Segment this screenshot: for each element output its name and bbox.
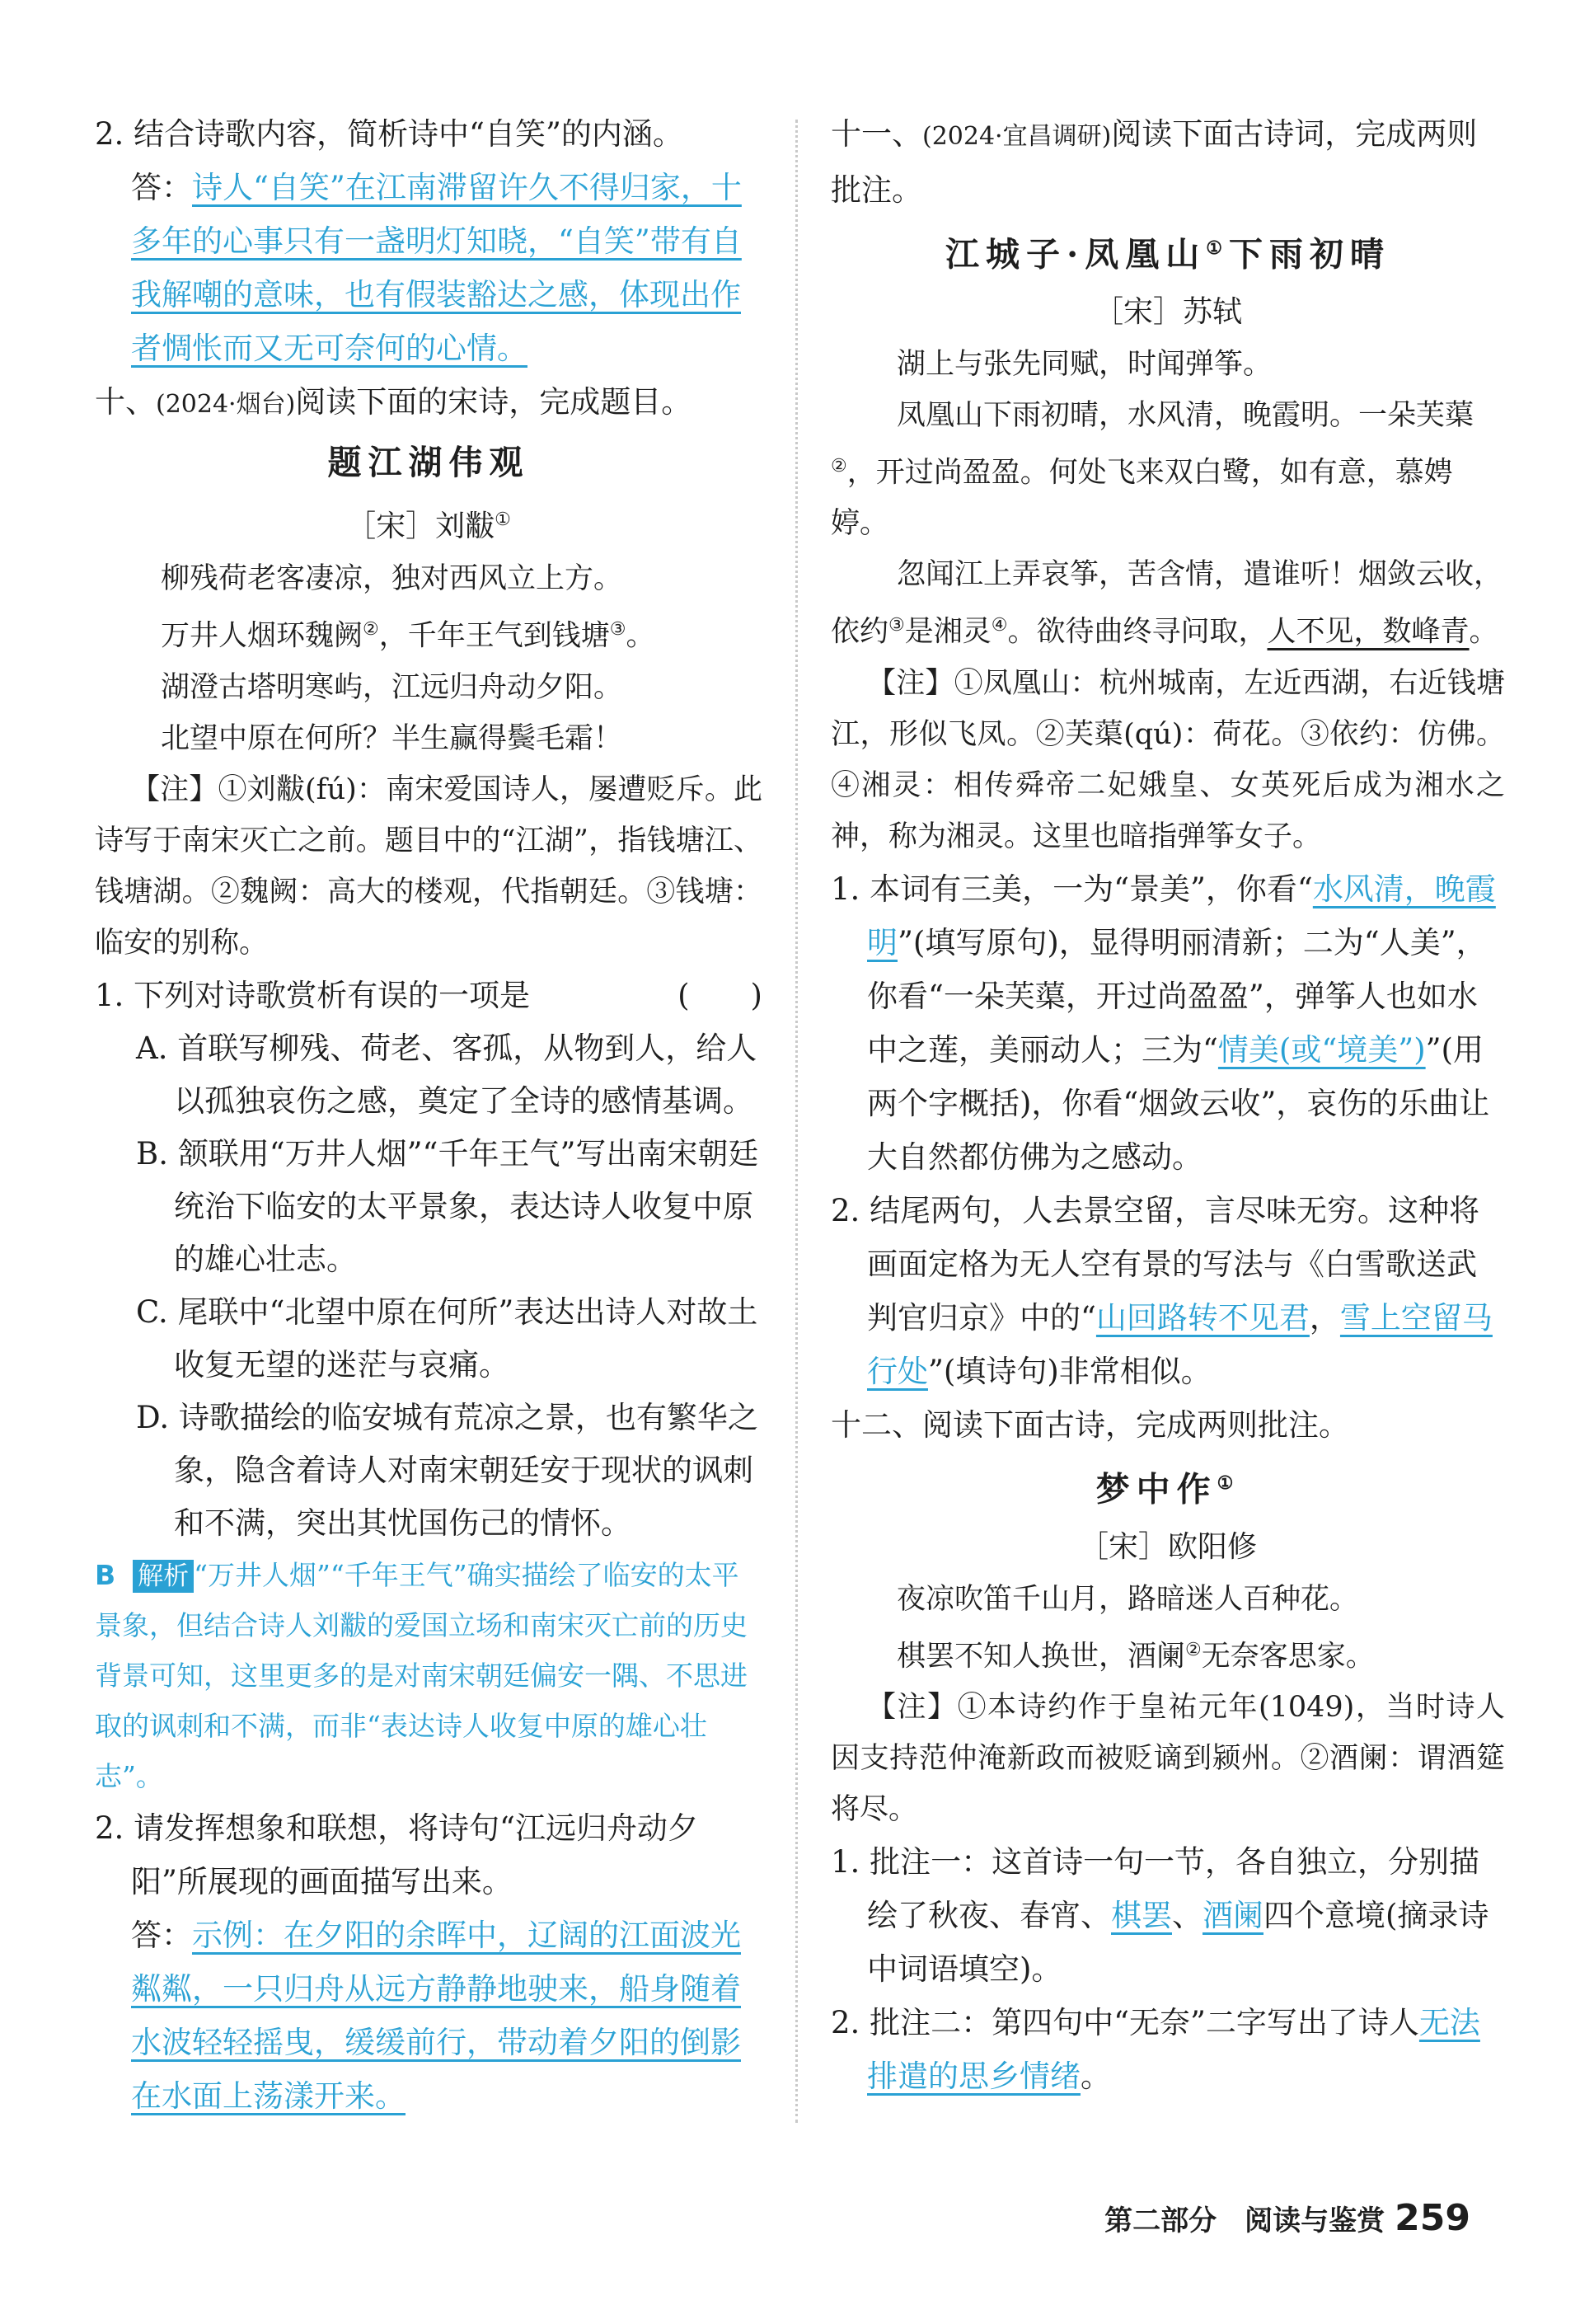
left-column: [95, 107, 762, 2123]
question-2-prev: 2. 结合诗歌内容，简析诗中“自笑”的内涵。: [95, 116, 683, 152]
poem-paragraph-2: [831, 549, 1505, 658]
poem-line-1: 柳残荷老客凄凉，独对西风立上方。: [161, 562, 623, 595]
footnote-mark: ②: [831, 455, 847, 477]
question-text: ”(填诗句)非常相似。: [928, 1353, 1212, 1389]
footnote-mark: ②: [1185, 1639, 1202, 1660]
title-text: 梦中作: [1095, 1469, 1217, 1509]
question-text: 、: [1172, 1898, 1203, 1934]
poem-line-3: 湖澄古塔明寒屿，江远归舟动夕阳。: [161, 670, 623, 704]
answer-label: 答：: [131, 170, 192, 205]
poem-line-2: [95, 604, 762, 662]
answer-blank-1: 水风清，晚霞明: [867, 871, 1496, 960]
section-instruction: 阅读下面古诗词，完成两则批注。: [831, 116, 1478, 208]
question-2: 2. 请发挥想象和联想，将诗句“江远归舟动夕阳”所展现的画面描写出来。: [95, 1810, 698, 1899]
poem2-notes: 【注】①本诗约作于皇祐元年(1049)，当时诗人因支持范仲淹新政而被贬谪到颍州。②酒阑：谓酒筵将尽。: [831, 1691, 1505, 1827]
page-number: 259: [1395, 2197, 1470, 2239]
footnote-mark: ①: [1217, 1472, 1240, 1494]
poem-preface: 湖上与张先同赋，时闻弹筝。: [897, 347, 1273, 381]
poem-author: ［宋］苏轼: [1093, 294, 1242, 329]
question-text: 。: [1081, 2059, 1111, 2095]
answer-blank-2: 情美(或“境美”): [1217, 1031, 1426, 1068]
right-column: [831, 107, 1505, 2103]
option-b: B. 颔联用“万井人烟”“千年王气”写出南宋朝廷统治下临安的太平景象，表达诗人收复中原的雄心壮志。: [136, 1135, 759, 1277]
section-10-heading: [95, 375, 762, 431]
answer-bracket: ( ): [677, 977, 762, 1013]
question-2: [831, 1184, 1505, 1398]
option-a: A. 首联写柳残、荷老、客孤，从物到人，给人以孤独哀伤之感，奠定了全诗的感情基调。: [136, 1030, 757, 1119]
question-text: 1. 批注一：这首诗一句一节，各自独立，分别描绘了秋夜、春宵、: [831, 1844, 1480, 1934]
footer-section-label: 第二部分 阅读与鉴赏: [1104, 2204, 1385, 2237]
answer-2: [95, 1908, 762, 2123]
poem-title: 题江湖伟观: [327, 443, 530, 482]
section-12-heading: 十二、阅读下面古诗，完成两则批注。: [831, 1406, 1349, 1443]
poem-text: 。欲待曲终寻问取，: [1007, 615, 1268, 649]
poem-text: ，开过尚盈盈。何处飞来双白鹭，如有意，慕娉婷。: [831, 456, 1453, 541]
question-text: 2. 结尾两句，人去景空留，言尽味无穷。这种将画面定格为无人空有景的写法与《白雪歌送武判官归京》中的“: [831, 1192, 1480, 1336]
section-number: 十一、: [831, 116, 922, 152]
footnote-mark: ①: [495, 509, 511, 530]
question-text: 1. 本词有三美，一为“景美”，你看“: [831, 871, 1313, 907]
poem2-line-2: [831, 1625, 1505, 1683]
poem2-line-1: 夜凉吹笛千山月，路暗迷人百种花。: [897, 1582, 1359, 1616]
poem-text: 凤凰山下雨初晴，水风清，晚霞明。一朵芙蕖: [897, 398, 1474, 432]
explanation-text: “万井人烟”“千年王气”确实描绘了临安的太平景象，但结合诗人刘黻的爱国立场和南宋灭亡前的历史背景可知，这里更多的是对南宋朝廷偏安一隅、不思进取的讽刺和不满，而非“表达诗人收复中原的雄心壮志”。: [95, 1558, 748, 1792]
poem-text: ，千年王气到钱塘: [378, 619, 610, 653]
poem-notes: 【注】①凤凰山：杭州城南，左近西湖，右近钱塘江，形似飞凤。②芙蕖(qú)：荷花。③依约：仿佛。④湘灵：相传舜帝二妃娥皇、女英死后成为湘水之神，称为湘灵。这里也暗指弹筝女子。: [831, 666, 1505, 853]
answer-blank-1: 棋罢: [1111, 1898, 1172, 1934]
poem-text: 忽闻江上弄哀筝，苦含情，遣谁听！烟敛云收，依约: [831, 558, 1503, 649]
poem2-author: ［宋］欧阳修: [1078, 1529, 1257, 1564]
question-text: 四个意境(摘录诗中词语填空)。: [867, 1898, 1489, 1988]
footnote-mark: ④: [991, 615, 1008, 636]
underlined-text: 人不见，数峰青: [1267, 615, 1470, 649]
answer-key: B: [95, 1558, 116, 1591]
page-footer: [1104, 2197, 1470, 2239]
explanation-tag: 解析: [133, 1560, 194, 1593]
answer-2-prev: [95, 161, 762, 375]
poem-notes: 【注】①刘黻(fú)：南宋爱国诗人，屡遭贬斥。此诗写于南宋灭亡之前。题目中的“江湖”，指钱塘江、钱塘湖。②魏阙：高大的楼观，代指朝廷。③钱塘：临安的别称。: [95, 772, 762, 960]
answer-blank-1: 山回路转不见君: [1095, 1299, 1310, 1336]
answer-label: 答：: [131, 1917, 192, 1953]
poem-text: 。: [1469, 615, 1498, 649]
title-text: 下雨初晴: [1229, 234, 1390, 275]
poem-text: 棋罢不知人换世，酒阑: [897, 1640, 1186, 1674]
poem-line-4: 北望中原在何所？半生赢得鬓毛霜！: [161, 721, 623, 755]
answer-blank-2: 酒阑: [1203, 1898, 1263, 1934]
question-1: [95, 969, 762, 1022]
footnote-mark: ①: [1206, 237, 1229, 259]
footnote-mark: ③: [888, 615, 905, 636]
question-text: ”(用两个字概括)，你看“烟敛云收”，哀伤的乐曲让大自然都仿佛为之感动。: [867, 1031, 1490, 1175]
column-divider: [795, 120, 798, 2123]
question-text: 1. 下列对诗歌赏析有误的一项是: [95, 977, 531, 1013]
footnote-mark: ③: [609, 619, 626, 640]
annotation-2: [831, 1996, 1505, 2103]
option-d: D. 诗歌描绘的临安城有荒凉之景，也有繁华之象，隐含着诗人对南宋朝廷安于现状的讽刺和不满，突出其忧国伤己的情怀。: [136, 1399, 758, 1541]
section-source: (2024·宜昌调研): [922, 122, 1112, 151]
answer-text: 诗人“自笑”在江南滞留许久不得归家，十多年的心事只有一盏明灯知晓，“自笑”带有自我解嘲的意味，也有假装豁达之感，体现出作者惆怅而又无可奈何的心情。: [131, 170, 742, 366]
section-number: 十、: [95, 384, 156, 420]
answer-blank-2: 雪上空留马行处: [867, 1299, 1493, 1389]
section-instruction: 阅读下面的宋诗，完成题目。: [295, 384, 692, 420]
poem-text: 。: [626, 619, 655, 653]
poem2-title: [831, 1452, 1505, 1521]
question-text: 2. 批注二：第四句中“无奈”二字写出了诗人: [831, 2005, 1419, 2041]
author-name: ［宋］刘黻: [346, 509, 495, 543]
section-11-heading: [831, 107, 1505, 217]
section-source: (2024·烟台): [156, 390, 296, 419]
poem-title: [831, 217, 1505, 286]
answer-1-explanation: [95, 1550, 762, 1801]
poem-paragraph-1: [831, 390, 1505, 550]
question-text: ”(填写原句)，显得明丽清新；二为“人美”，你看“一朵芙蕖，开过尚盈盈”，弹筝人也如水中之莲，美丽动人；三为“: [867, 924, 1487, 1068]
poem-text: 万井人烟环魏阙: [161, 619, 363, 653]
answer-text: 示例：在夕阳的余晖中，辽阔的江面波光粼粼，一只归舟从远方静静地驶来，船身随着水波轻轻摇曳，缓缓前行，带动着夕阳的倒影在水面上荡漾开来。: [131, 1917, 741, 2114]
annotation-1: [831, 1835, 1505, 1996]
answer-blank: 无法排遣的思乡情绪: [867, 2005, 1480, 2095]
question-1: [831, 862, 1505, 1184]
title-text: 江城子·凤凰山: [945, 234, 1207, 275]
poem-text: 是湘灵: [904, 615, 992, 649]
poem-author: [95, 494, 762, 553]
option-c: C. 尾联中“北望中原在何所”表达出诗人对故土收复无望的迷茫与哀痛。: [136, 1293, 758, 1383]
question-text: ，: [1309, 1299, 1340, 1336]
footnote-mark: ②: [363, 619, 379, 640]
poem-text: 无奈客思家。: [1201, 1640, 1375, 1674]
